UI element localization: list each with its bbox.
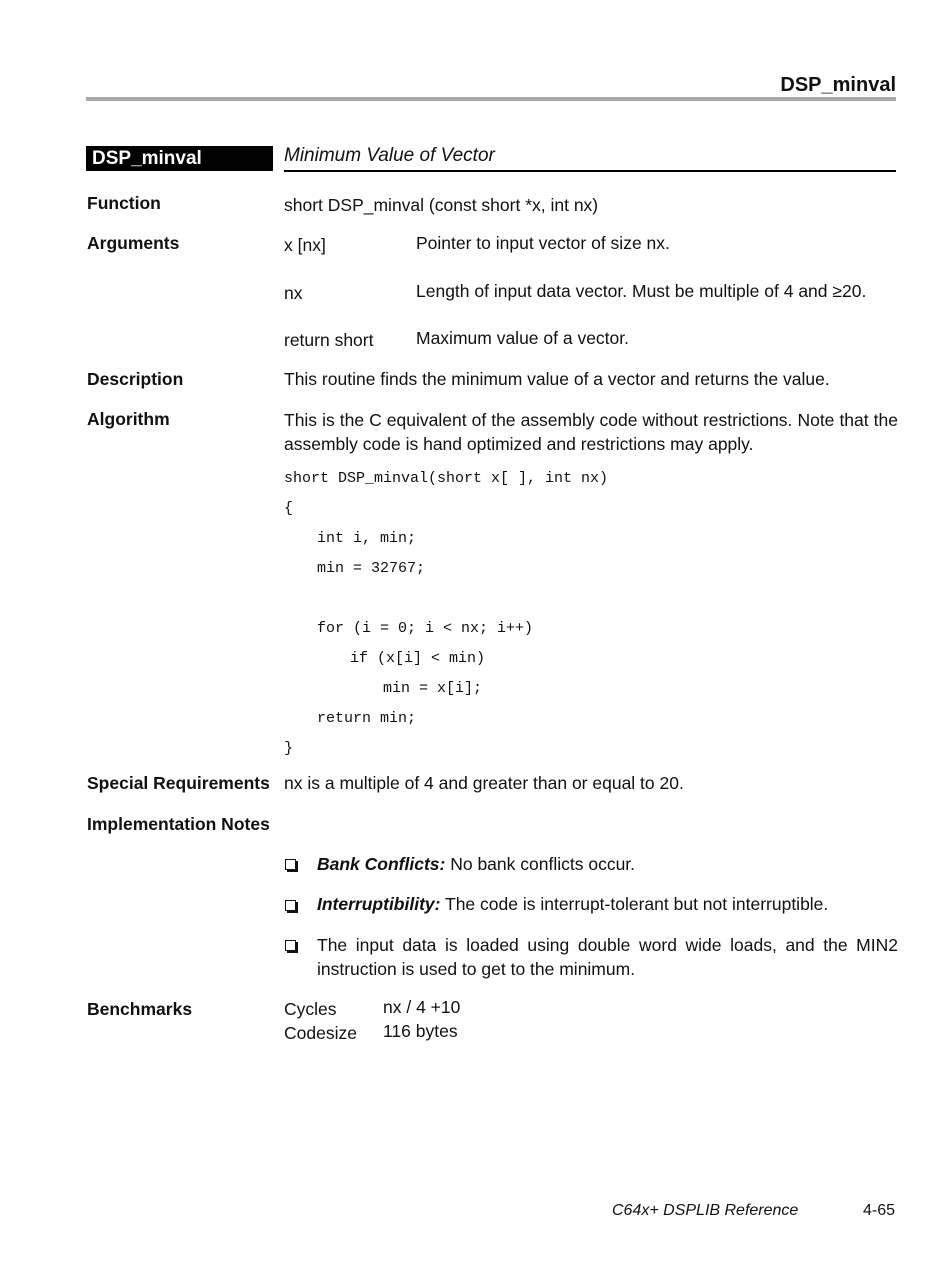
code-line: {	[284, 500, 294, 517]
special-requirements-label: Special Requirements	[87, 773, 270, 793]
note-lead: Interruptibility:	[317, 894, 441, 914]
footer-page-number: 4-65	[863, 1202, 896, 1219]
checkbox-bullet-icon	[285, 900, 296, 911]
header-rule	[86, 97, 896, 101]
arguments-label: Arguments	[87, 233, 180, 253]
function-prototype: short DSP_minval (const short *x, int nx)	[284, 195, 599, 215]
argument-name: nx	[284, 283, 303, 303]
function-name-badge: DSP_minval	[86, 146, 273, 171]
note-text: The code is interrupt-tolerant but not interruptible.	[440, 894, 829, 914]
code-line: if (x[i] < min)	[350, 650, 486, 667]
checkbox-bullet-icon	[285, 859, 296, 870]
checkbox-bullet-icon	[285, 940, 296, 951]
argument-description: Pointer to input vector of size nx.	[416, 233, 670, 253]
note-lead: Bank Conflicts:	[317, 854, 446, 874]
argument-name: return short	[284, 330, 374, 350]
code-line: for (i = 0; i < nx; i++)	[317, 620, 534, 637]
benchmark-name: Codesize	[284, 1023, 357, 1043]
benchmarks-label: Benchmarks	[87, 999, 193, 1019]
argument-description: Maximum value of a vector.	[416, 328, 629, 348]
footer-doc-title: C64x+ DSPLIB Reference	[612, 1202, 799, 1219]
running-header-title: DSP_minval	[780, 74, 896, 96]
code-line: short DSP_minval(short x[ ], int nx)	[284, 470, 609, 487]
function-title: Minimum Value of Vector	[284, 145, 495, 166]
algorithm-label: Algorithm	[87, 409, 170, 429]
implementation-note: The input data is loaded using double word wide loads, and the MIN2 instruction is used to get to the minimum.	[317, 935, 898, 979]
title-underline	[284, 170, 896, 172]
implementation-note	[317, 852, 635, 876]
code-line: return min;	[317, 710, 417, 727]
argument-description: Length of input data vector. Must be multiple of 4 and ≥20.	[416, 281, 867, 301]
code-line: }	[284, 740, 294, 757]
algorithm-text: This is the C equivalent of the assembly code without restrictions. Note that the assembly code is hand optimized and restrictions may apply.	[284, 410, 898, 454]
code-line: min = x[i];	[383, 680, 483, 697]
implementation-note	[317, 892, 828, 916]
implementation-notes-label: Implementation Notes	[87, 814, 270, 834]
function-label: Function	[87, 193, 161, 213]
description-text: This routine finds the minimum value of a vector and returns the value.	[284, 369, 830, 389]
code-line: min = 32767;	[317, 560, 426, 577]
special-requirements-text: nx is a multiple of 4 and greater than or equal to 20.	[284, 773, 684, 793]
benchmark-value: nx / 4 +10	[383, 997, 461, 1017]
argument-name: x [nx]	[284, 235, 326, 255]
benchmark-value: 116 bytes	[383, 1021, 458, 1041]
description-label: Description	[87, 369, 184, 389]
benchmark-name: Cycles	[284, 999, 337, 1019]
code-line: int i, min;	[317, 530, 417, 547]
note-text: No bank conflicts occur.	[445, 854, 636, 874]
